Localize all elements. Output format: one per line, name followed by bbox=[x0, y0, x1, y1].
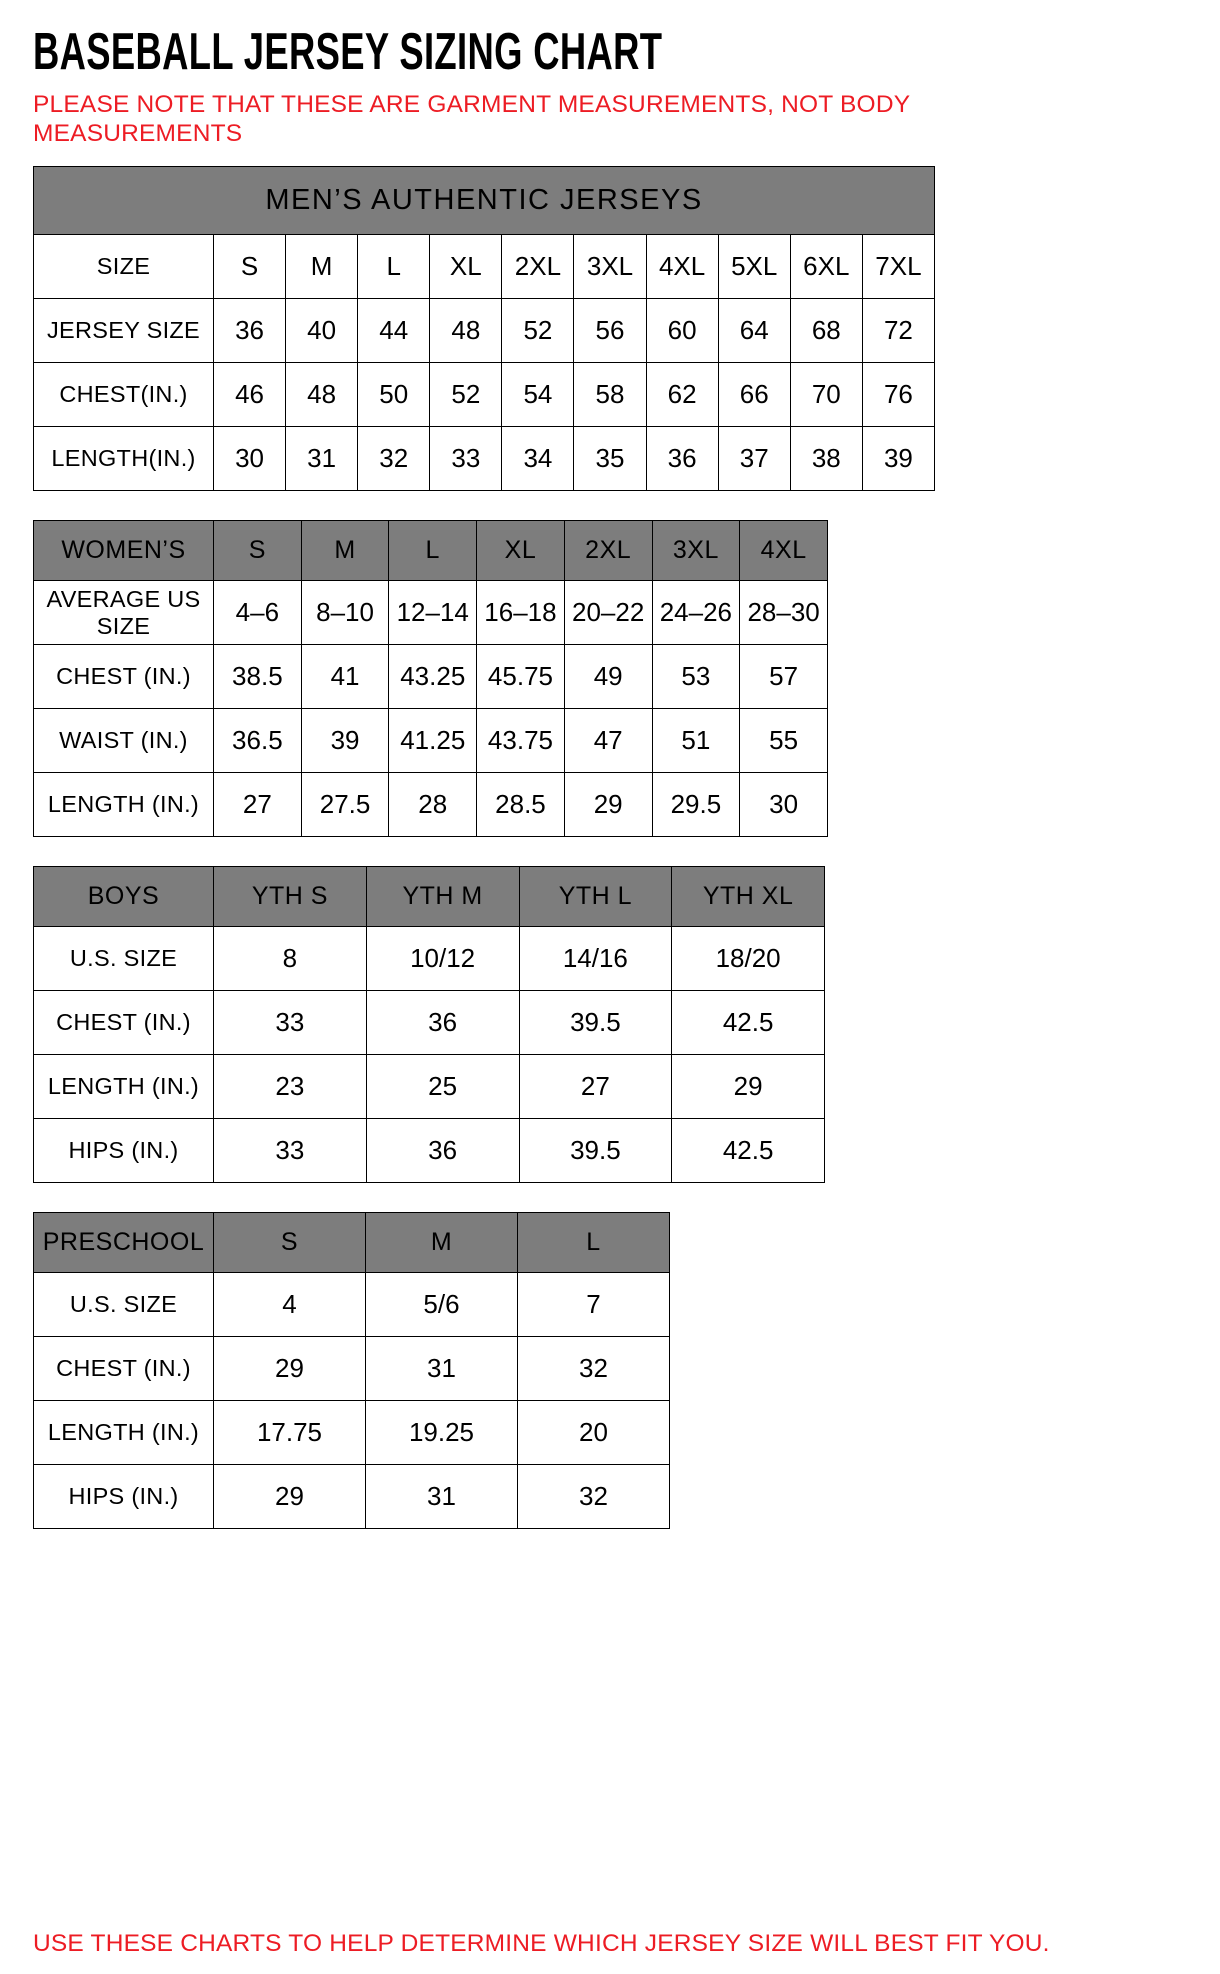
value-cell: 27.5 bbox=[301, 773, 389, 837]
value-cell: 41 bbox=[301, 645, 389, 709]
mens-table-head bbox=[34, 167, 935, 235]
row-label: CHEST(IN.) bbox=[34, 363, 214, 427]
value-cell: 38 bbox=[790, 427, 862, 491]
size-column-header: M bbox=[366, 1213, 518, 1273]
value-cell: 36 bbox=[646, 427, 718, 491]
size-column-header: M bbox=[301, 521, 389, 581]
value-cell: 43.75 bbox=[477, 709, 565, 773]
value-cell: 25 bbox=[366, 1055, 519, 1119]
value-cell: 12–14 bbox=[389, 581, 477, 645]
table-row bbox=[34, 1465, 670, 1529]
value-cell: 28 bbox=[389, 773, 477, 837]
value-cell: 46 bbox=[214, 363, 286, 427]
value-cell: 36 bbox=[214, 299, 286, 363]
value-cell: 41.25 bbox=[389, 709, 477, 773]
value-cell: 32 bbox=[518, 1337, 670, 1401]
table-row bbox=[34, 235, 935, 299]
value-cell: 16–18 bbox=[477, 581, 565, 645]
value-cell: 4–6 bbox=[214, 581, 302, 645]
table-row bbox=[34, 1119, 825, 1183]
value-cell: 47 bbox=[564, 709, 652, 773]
value-cell: 29 bbox=[672, 1055, 825, 1119]
table-row bbox=[34, 927, 825, 991]
value-cell: 19.25 bbox=[366, 1401, 518, 1465]
table-row bbox=[34, 709, 828, 773]
table-row bbox=[34, 299, 935, 363]
value-cell: 32 bbox=[358, 427, 430, 491]
value-cell: 29 bbox=[564, 773, 652, 837]
value-cell: 39 bbox=[862, 427, 934, 491]
size-column-header: L bbox=[389, 521, 477, 581]
preschool-table-body bbox=[34, 1213, 670, 1529]
row-label: JERSEY SIZE bbox=[34, 299, 214, 363]
value-cell: 51 bbox=[652, 709, 740, 773]
boys-jerseys-table bbox=[33, 866, 825, 1183]
value-cell: 62 bbox=[646, 363, 718, 427]
mens-jerseys-table bbox=[33, 166, 935, 491]
row-label: LENGTH(IN.) bbox=[34, 427, 214, 491]
value-cell: 33 bbox=[214, 991, 367, 1055]
value-cell: 8 bbox=[214, 927, 367, 991]
mens-table-title: MEN’S AUTHENTIC JERSEYS bbox=[34, 167, 935, 235]
page-title: BASEBALL JERSEY SIZING CHART bbox=[33, 23, 663, 81]
value-cell: 31 bbox=[366, 1465, 518, 1529]
value-cell: 7XL bbox=[862, 235, 934, 299]
size-column-header: 3XL bbox=[652, 521, 740, 581]
value-cell: 4XL bbox=[646, 235, 718, 299]
value-cell: 37 bbox=[718, 427, 790, 491]
row-label: LENGTH (IN.) bbox=[34, 1055, 214, 1119]
value-cell: 36 bbox=[366, 1119, 519, 1183]
value-cell: 70 bbox=[790, 363, 862, 427]
row-label: LENGTH (IN.) bbox=[34, 1401, 214, 1465]
value-cell: 5XL bbox=[718, 235, 790, 299]
table-header-row bbox=[34, 1213, 670, 1273]
value-cell: 29 bbox=[214, 1337, 366, 1401]
value-cell: 30 bbox=[214, 427, 286, 491]
value-cell: 20 bbox=[518, 1401, 670, 1465]
value-cell: 42.5 bbox=[672, 1119, 825, 1183]
table-row bbox=[34, 645, 828, 709]
size-column-header: 4XL bbox=[740, 521, 828, 581]
row-label: CHEST (IN.) bbox=[34, 645, 214, 709]
table-header-row bbox=[34, 521, 828, 581]
table-row bbox=[34, 1273, 670, 1337]
value-cell: 27 bbox=[214, 773, 302, 837]
table-row bbox=[34, 991, 825, 1055]
value-cell: 31 bbox=[286, 427, 358, 491]
value-cell: 28.5 bbox=[477, 773, 565, 837]
value-cell: 29 bbox=[214, 1465, 366, 1529]
womens-jerseys-table bbox=[33, 520, 828, 837]
garment-measurement-note: PLEASE NOTE THAT THESE ARE GARMENT MEASUREMENTS, NOT BODY MEASUREMENTS bbox=[33, 91, 910, 148]
table-row bbox=[34, 581, 828, 645]
size-column-header: YTH XL bbox=[672, 867, 825, 927]
value-cell: 42.5 bbox=[672, 991, 825, 1055]
value-cell: 31 bbox=[366, 1337, 518, 1401]
value-cell: 39.5 bbox=[519, 991, 672, 1055]
table-row bbox=[34, 427, 935, 491]
value-cell: 39 bbox=[301, 709, 389, 773]
value-cell: 58 bbox=[574, 363, 646, 427]
value-cell: 17.75 bbox=[214, 1401, 366, 1465]
value-cell: 5/6 bbox=[366, 1273, 518, 1337]
mens-table-banner-row bbox=[34, 167, 935, 235]
value-cell: 3XL bbox=[574, 235, 646, 299]
size-column-header: S bbox=[214, 1213, 366, 1273]
size-column-header: S bbox=[214, 521, 302, 581]
size-column-header: YTH L bbox=[519, 867, 672, 927]
value-cell: 6XL bbox=[790, 235, 862, 299]
table-row bbox=[34, 1055, 825, 1119]
row-label: LENGTH (IN.) bbox=[34, 773, 214, 837]
boys-table-body bbox=[34, 867, 825, 1183]
value-cell: L bbox=[358, 235, 430, 299]
value-cell: 28–30 bbox=[740, 581, 828, 645]
table-row bbox=[34, 1337, 670, 1401]
row-label: HIPS (IN.) bbox=[34, 1119, 214, 1183]
value-cell: 52 bbox=[502, 299, 574, 363]
value-cell: 56 bbox=[574, 299, 646, 363]
value-cell: 54 bbox=[502, 363, 574, 427]
table-row bbox=[34, 773, 828, 837]
value-cell: 53 bbox=[652, 645, 740, 709]
mens-table-body bbox=[34, 235, 935, 491]
value-cell: 7 bbox=[518, 1273, 670, 1337]
value-cell: 52 bbox=[430, 363, 502, 427]
value-cell: M bbox=[286, 235, 358, 299]
value-cell: 38.5 bbox=[214, 645, 302, 709]
value-cell: 39.5 bbox=[519, 1119, 672, 1183]
table-header-label: PRESCHOOL bbox=[34, 1213, 214, 1273]
value-cell: S bbox=[214, 235, 286, 299]
value-cell: 49 bbox=[564, 645, 652, 709]
size-column-header: L bbox=[518, 1213, 670, 1273]
value-cell: 64 bbox=[718, 299, 790, 363]
value-cell: 68 bbox=[790, 299, 862, 363]
table-row bbox=[34, 1401, 670, 1465]
value-cell: 76 bbox=[862, 363, 934, 427]
row-label: U.S. SIZE bbox=[34, 1273, 214, 1337]
value-cell: 48 bbox=[286, 363, 358, 427]
value-cell: XL bbox=[430, 235, 502, 299]
value-cell: 72 bbox=[862, 299, 934, 363]
value-cell: 32 bbox=[518, 1465, 670, 1529]
womens-table-body bbox=[34, 521, 828, 837]
value-cell: 35 bbox=[574, 427, 646, 491]
value-cell: 44 bbox=[358, 299, 430, 363]
value-cell: 33 bbox=[214, 1119, 367, 1183]
value-cell: 60 bbox=[646, 299, 718, 363]
table-header-row bbox=[34, 867, 825, 927]
row-label: WAIST (IN.) bbox=[34, 709, 214, 773]
value-cell: 34 bbox=[502, 427, 574, 491]
row-label: AVERAGE US SIZE bbox=[34, 581, 214, 645]
value-cell: 55 bbox=[740, 709, 828, 773]
value-cell: 48 bbox=[430, 299, 502, 363]
value-cell: 30 bbox=[740, 773, 828, 837]
row-label: HIPS (IN.) bbox=[34, 1465, 214, 1529]
value-cell: 36 bbox=[366, 991, 519, 1055]
value-cell: 8–10 bbox=[301, 581, 389, 645]
value-cell: 33 bbox=[430, 427, 502, 491]
size-column-header: YTH S bbox=[214, 867, 367, 927]
value-cell: 20–22 bbox=[564, 581, 652, 645]
value-cell: 27 bbox=[519, 1055, 672, 1119]
value-cell: 43.25 bbox=[389, 645, 477, 709]
value-cell: 23 bbox=[214, 1055, 367, 1119]
value-cell: 57 bbox=[740, 645, 828, 709]
table-header-label: WOMEN’S bbox=[34, 521, 214, 581]
size-column-header: 2XL bbox=[564, 521, 652, 581]
table-row bbox=[34, 363, 935, 427]
size-column-header: XL bbox=[477, 521, 565, 581]
value-cell: 4 bbox=[214, 1273, 366, 1337]
table-header-label: BOYS bbox=[34, 867, 214, 927]
size-column-header: YTH M bbox=[366, 867, 519, 927]
value-cell: 29.5 bbox=[652, 773, 740, 837]
row-label: SIZE bbox=[34, 235, 214, 299]
value-cell: 36.5 bbox=[214, 709, 302, 773]
value-cell: 40 bbox=[286, 299, 358, 363]
value-cell: 45.75 bbox=[477, 645, 565, 709]
value-cell: 14/16 bbox=[519, 927, 672, 991]
value-cell: 66 bbox=[718, 363, 790, 427]
value-cell: 18/20 bbox=[672, 927, 825, 991]
row-label: CHEST (IN.) bbox=[34, 1337, 214, 1401]
row-label: CHEST (IN.) bbox=[34, 991, 214, 1055]
value-cell: 10/12 bbox=[366, 927, 519, 991]
preschool-jerseys-table bbox=[33, 1212, 670, 1529]
footer-note: USE THESE CHARTS TO HELP DETERMINE WHICH JERSEY SIZE WILL BEST FIT YOU. bbox=[33, 1930, 1050, 1957]
value-cell: 2XL bbox=[502, 235, 574, 299]
value-cell: 50 bbox=[358, 363, 430, 427]
row-label: U.S. SIZE bbox=[34, 927, 214, 991]
value-cell: 24–26 bbox=[652, 581, 740, 645]
